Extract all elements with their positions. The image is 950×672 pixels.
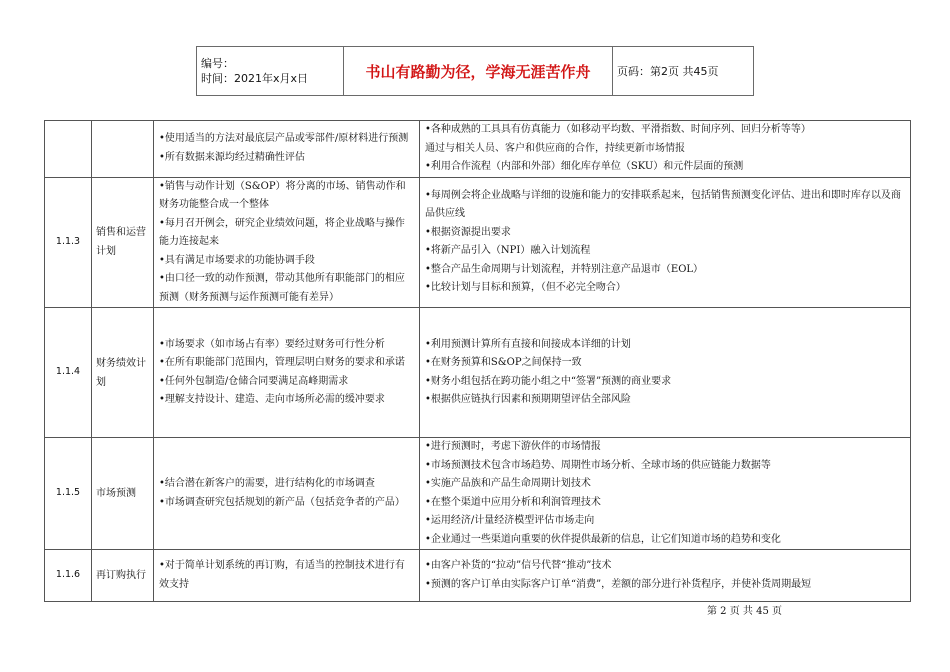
page-info: 页码：第2页 共45页: [613, 47, 754, 96]
bullet-item: •对于简单计划系统的再订购，有适当的控制技术进行有效支持: [159, 560, 405, 590]
bullet-item: •市场要求（如市场占有率）要经过财务可行性分析: [159, 338, 385, 350]
table-row: [45, 177, 911, 308]
bullet-item: •销售与动作计划（S&OP）将分离的市场、销售动作和财务功能整合成一个整体: [159, 180, 406, 210]
bullet-item: •企业通过一些渠道向重要的伙伴提供最新的信息，让它们知道市场的趋势和变化: [425, 533, 781, 545]
row-name: 财务绩效计划: [92, 308, 154, 438]
table-row: [45, 308, 911, 438]
bullet-item: •利用合作流程（内部和外部）细化库存单位（SKU）和元件层面的预测: [425, 161, 744, 172]
bullet-item: •在整个渠道中应用分析和利润管理技术: [425, 496, 601, 508]
row-right-cell: [420, 308, 911, 438]
time-label: 时间：2021年x月x日: [201, 72, 309, 85]
table-row: [45, 438, 911, 550]
row-number: 1.1.4: [45, 308, 92, 438]
bullet-item: •财务小组包括在跨功能小组之中“签署”预测的商业要求: [425, 375, 672, 387]
page-footer: 第 2 页 共 45 页: [707, 606, 782, 617]
row-name: [92, 121, 154, 178]
row-right-cell: [420, 177, 911, 308]
table-row: [45, 550, 911, 602]
row-right-cell: [420, 438, 911, 550]
bullet-item: •根据资源提出要求: [425, 226, 511, 238]
bullet-item: •结合潜在新客户的需要，进行结构化的市场调查: [159, 478, 375, 489]
document-header: [196, 46, 754, 96]
bullet-item: •每周例会将企业战略与详细的设施和能力的安排联系起来，包括销售预测变化评估、进出和即时库存以及商品供应线: [425, 189, 901, 220]
code-label: 编号：: [201, 57, 234, 70]
bullet-item: •比较计划与目标和预算，（但不必完全吻合）: [425, 282, 626, 294]
bullet-item: •理解支持设计、建造、走向市场所必需的缓冲要求: [159, 394, 385, 405]
row-name: 市场预测: [92, 438, 154, 550]
row-name: 再订购执行: [92, 550, 154, 602]
row-number: [45, 121, 92, 178]
bullet-item: •根据供应链执行因素和预期期望评估全部风险: [425, 394, 631, 405]
bullet-item: •利用预测计算所有直接和间接成本详细的计划: [425, 338, 631, 350]
bullet-item: •每月召开例会，研究企业绩效问题，将企业战略与操作能力连接起来: [159, 217, 405, 247]
row-right-cell: [420, 550, 911, 602]
row-name: 销售和运营计划: [92, 177, 154, 308]
bullet-item: •预测的客户订单由实际客户订单“消费”，差额的部分进行补货程序，并使补货周期最短: [425, 578, 812, 590]
row-left-cell: [154, 177, 420, 308]
table-row: [45, 121, 911, 178]
row-number: 1.1.6: [45, 550, 92, 602]
bullet-item: •进行预测时，考虑下游伙伴的市场情报: [425, 441, 601, 452]
bullet-item: •在财务预算和S&OP之间保持一致: [425, 357, 582, 368]
bullet-item: •任何外包制造/仓储合同要满足高峰期需求: [159, 375, 349, 387]
bullet-item: •实施产品族和产品生命周期计划技术: [425, 478, 591, 489]
motto: 书山有路勤为径，学海无涯苦作舟: [344, 47, 613, 96]
bullet-item: •在所有职能部门范围内，管理层明白财务的要求和承诺: [159, 357, 405, 368]
bullet-item: •由口径一致的动作预测，带动其他所有职能部门的相应预测（财务预测与运作预测可能有差异）: [159, 273, 405, 303]
bullet-item: •由客户补货的“拉动”信号代替“推动”技术: [425, 560, 612, 571]
bullet-item: 通过与相关人员、客户和供应商的合作，持续更新市场情报: [425, 142, 685, 154]
row-left-cell: [154, 550, 420, 602]
bullet-item: •市场调查研究包括规划的新产品（包括竞争者的产品）: [159, 496, 405, 508]
row-right-cell: [420, 121, 911, 178]
bullet-item: •将新产品引入（NPI）融入计划流程: [425, 245, 591, 257]
bullet-item: •具有满足市场要求的功能协调手段: [159, 254, 315, 266]
bullet-item: •整合产品生命周期与计划流程，并特别注意产品退市（EOL）: [425, 263, 704, 275]
row-left-cell: [154, 308, 420, 438]
bullet-item: •运用经济/计量经济模型评估市场走向: [425, 515, 595, 526]
bullet-item: •使用适当的方法对最底层产品或零部件/原材料进行预测: [159, 133, 409, 145]
row-left-cell: [154, 121, 420, 178]
capability-table: [44, 120, 911, 602]
row-left-cell: [154, 438, 420, 550]
bullet-item: •各种成熟的工具具有仿真能力（如移动平均数、平滑指数、时间序列、回归分析等等）: [425, 124, 811, 135]
header-meta: [197, 47, 344, 96]
row-number: 1.1.3: [45, 177, 92, 308]
bullet-item: •市场预测技术包含市场趋势、周期性市场分析、全球市场的供应链能力数据等: [425, 459, 771, 471]
row-number: 1.1.5: [45, 438, 92, 550]
bullet-item: •所有数据来源均经过精确性评估: [159, 151, 305, 163]
